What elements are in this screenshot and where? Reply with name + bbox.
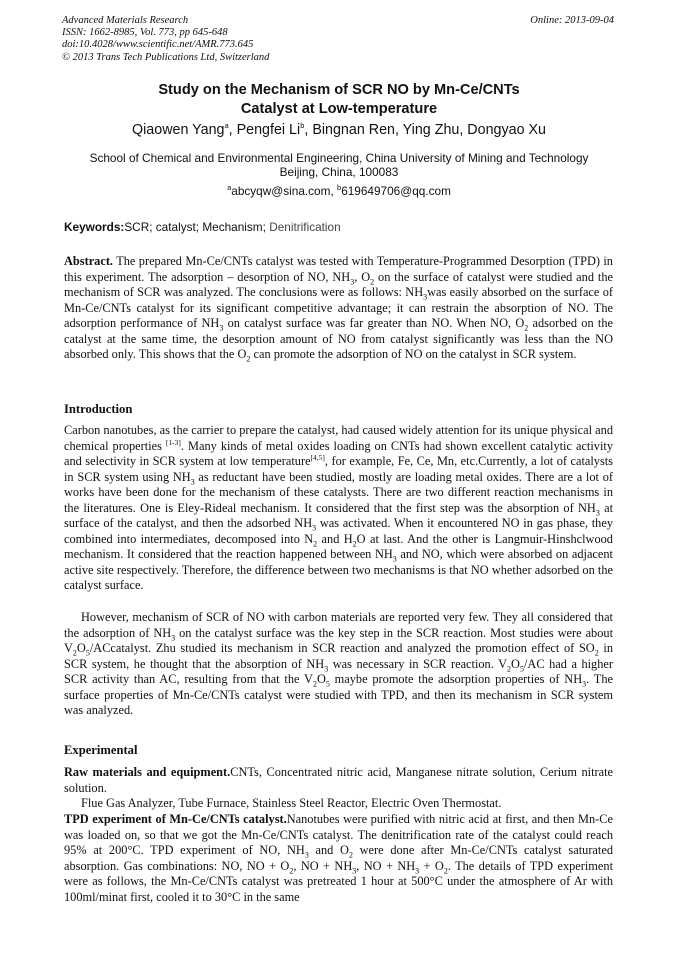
equipment-paragraph: Flue Gas Analyzer, Tube Furnace, Stainless Steel Reactor, Electric Oven Thermostat. — [81, 796, 502, 810]
keywords-label: Keywords: — [64, 220, 125, 234]
affiliation — [0, 151, 678, 180]
journal-name: Advanced Materials Research — [62, 15, 189, 26]
abstract: Abstract. The prepared Mn-Ce/CNTs catalyst was tested with Temperature-Programmed Desorption (TPD) in this experiment. The adsorption – desorption of NO, $NH_3$, $O_2$ on the surface of catalyst were studied and the mechanism of SCR was analyzed. The conclusions were as follows: $NH_3was$ easily absorbed on the surface of Mn-Ce/CNTs catalyst for its significant competitive advantage; it can restrain the absorption of NO. The adsorption performance of $NH_3$ on catalyst surface was far greater than NO. When NO, $O_2$ adsorbed on the catalyst at the same time, the desorption amount of NO from catalyst significantly was less than the NO absorbed only. This shows that the $O_2$ can promote the adsorption of NO on the catalyst in SCR system. — [64, 254, 613, 364]
author-1-affil: a — [224, 121, 229, 131]
online-date: Online: 2013-09-04 — [530, 15, 614, 26]
keywords-items: SCR; catalyst; Mechanism; — [124, 220, 266, 234]
experimental-heading: Experimental — [64, 743, 138, 757]
author-2-affil: b — [300, 121, 305, 131]
keywords — [64, 220, 341, 234]
other-authors: Bingnan Ren, Ying Zhu, Dongyao Xu — [312, 122, 546, 138]
author-1: Qiaowen Yang — [132, 122, 225, 138]
email-a: abcyqw@sina.com, — [231, 184, 334, 198]
introduction-paragraph-1: Carbon nanotubes, as the carrier to prepare the catalyst, had caused widely attention for its unique physical and chemical properties [1-3]. Many kinds of metal oxides loading on CNTs had shown excellent catalytic activity and selectivity in SCR system at low temperature[4,5], for example, Fe, Ce, Mn, etc.Currently, a lot of catalysts in SCR system using $NH_3$ as reductant have been studied, mostly are loading metal oxides. There are a lot of works have been done for the mechanism of these catalysts. There are two different reaction mechanisms in the literatures. One is Eley-Rideal mechanism. It considered that the first step was the absorption of $NH_3$ at surface of the catalyst, and then the adsorbed $NH_3$ was activated. When it encountered NO in gas phase, they combined into intermediates, decomposed into $N_2$ and $H_2O$ at last. And the other is Langmuir-Hinshclwood mechanism. It considered that the reaction happened between $NH_3$ and NO, which were absorbed on adjacent active site respectively. Therefore, the difference between two mechanisms is that NO whether adsorbed on the catalyst surface. — [64, 423, 613, 593]
citation: [4,5] — [310, 452, 325, 462]
journal-doi: doi:10.4028/www.scientific.net/AMR.773.645 — [62, 39, 254, 51]
affiliation-line-1: School of Chemical and Environmental Engineering, China University of Mining and Technology — [89, 151, 589, 165]
abstract-label: Abstract. — [64, 254, 114, 268]
author-2: Pengfei Li — [236, 122, 301, 138]
title-line-2: Catalyst at Low-temperature — [240, 100, 438, 117]
author-list: Qiaowen Yang$^a$, Pengfei Li$^b$, Bingnan Ren, Ying Zhu, Dongyao Xu — [132, 121, 546, 138]
raw-materials-paragraph: Raw materials and equipment.CNTs, Concentrated nitric acid, Manganese nitrate solution, Cerium nitrate solution. — [64, 765, 613, 795]
raw-materials-label: Raw materials and equipment. — [64, 765, 231, 779]
paper-title — [0, 81, 678, 118]
author-emails: $^a$abcyqw@sina.com, $^b$619649706@qq.com — [227, 183, 451, 198]
tpd-label: TPD experiment of Mn-Ce/CNTs catalyst. — [64, 812, 287, 826]
journal-header — [62, 15, 269, 64]
introduction-heading: Introduction — [64, 402, 133, 416]
introduction-paragraph-2: However, mechanism of SCR of NO with carbon materials are reported very few. They all considered that the adsorption of $NH_3$ on the catalyst surface was the key step in the SCR reaction. Most studies were about $V_2O_5$/ACcatalyst. Zhu studied its mechanism in SCR reaction and analyzed the promotion effect of $SO_2$ in SCR system, he thought that the absorption of $NH_3$ was necessary in SCR reaction. $V_2O_5/AC$ had a higher SCR activity than AC, resulting from that the $V_2O_5$ maybe promote the adsorption properties of $NH_3$. The surface properties of Mn-Ce/CNTs catalyst were studied with TPD, and then its mechanism in SCR system was analyzed. — [64, 610, 613, 718]
journal-copyright: © 2013 Trans Tech Publications Ltd, Switzerland — [62, 51, 270, 63]
tpd-paragraph: TPD experiment of Mn-Ce/CNTs catalyst.Nanotubes were purified with nitric acid at first, and then Mn-Ce was loaded on, so that we got the Mn-Ce/CNTs catalyst. The denitrification rate of the catalyst could reach 95% at 200°C. TPD experiment of NO, $NH_3$ and $O_2$ were done after Mn-Ce/CNTs catalyst saturated absorption. Gas combinations: NO, NO + $O_2$, NO + $NH_3$, NO + $NH_3 + O_2$. The details of TPD experiment were as follows, the Mn-Ce/CNTs catalyst was pretreated 1 hour at 500°C under the atmosphere of Ar with 100ml/minat first, cooled it to 30°C in the same — [64, 812, 614, 904]
citation: [1-3] — [165, 437, 181, 447]
title-line-1: Study on the Mechanism of SCR NO by Mn-Ce/CNTs — [158, 82, 520, 98]
keyword-last: Denitrification — [269, 220, 341, 234]
affiliation-line-2: Beijing, China, 100083 — [279, 165, 399, 180]
email-b: 619649706@qq.com — [341, 184, 451, 198]
journal-issn: ISSN: 1662-8985, Vol. 773, pp 645-648 — [62, 27, 228, 39]
